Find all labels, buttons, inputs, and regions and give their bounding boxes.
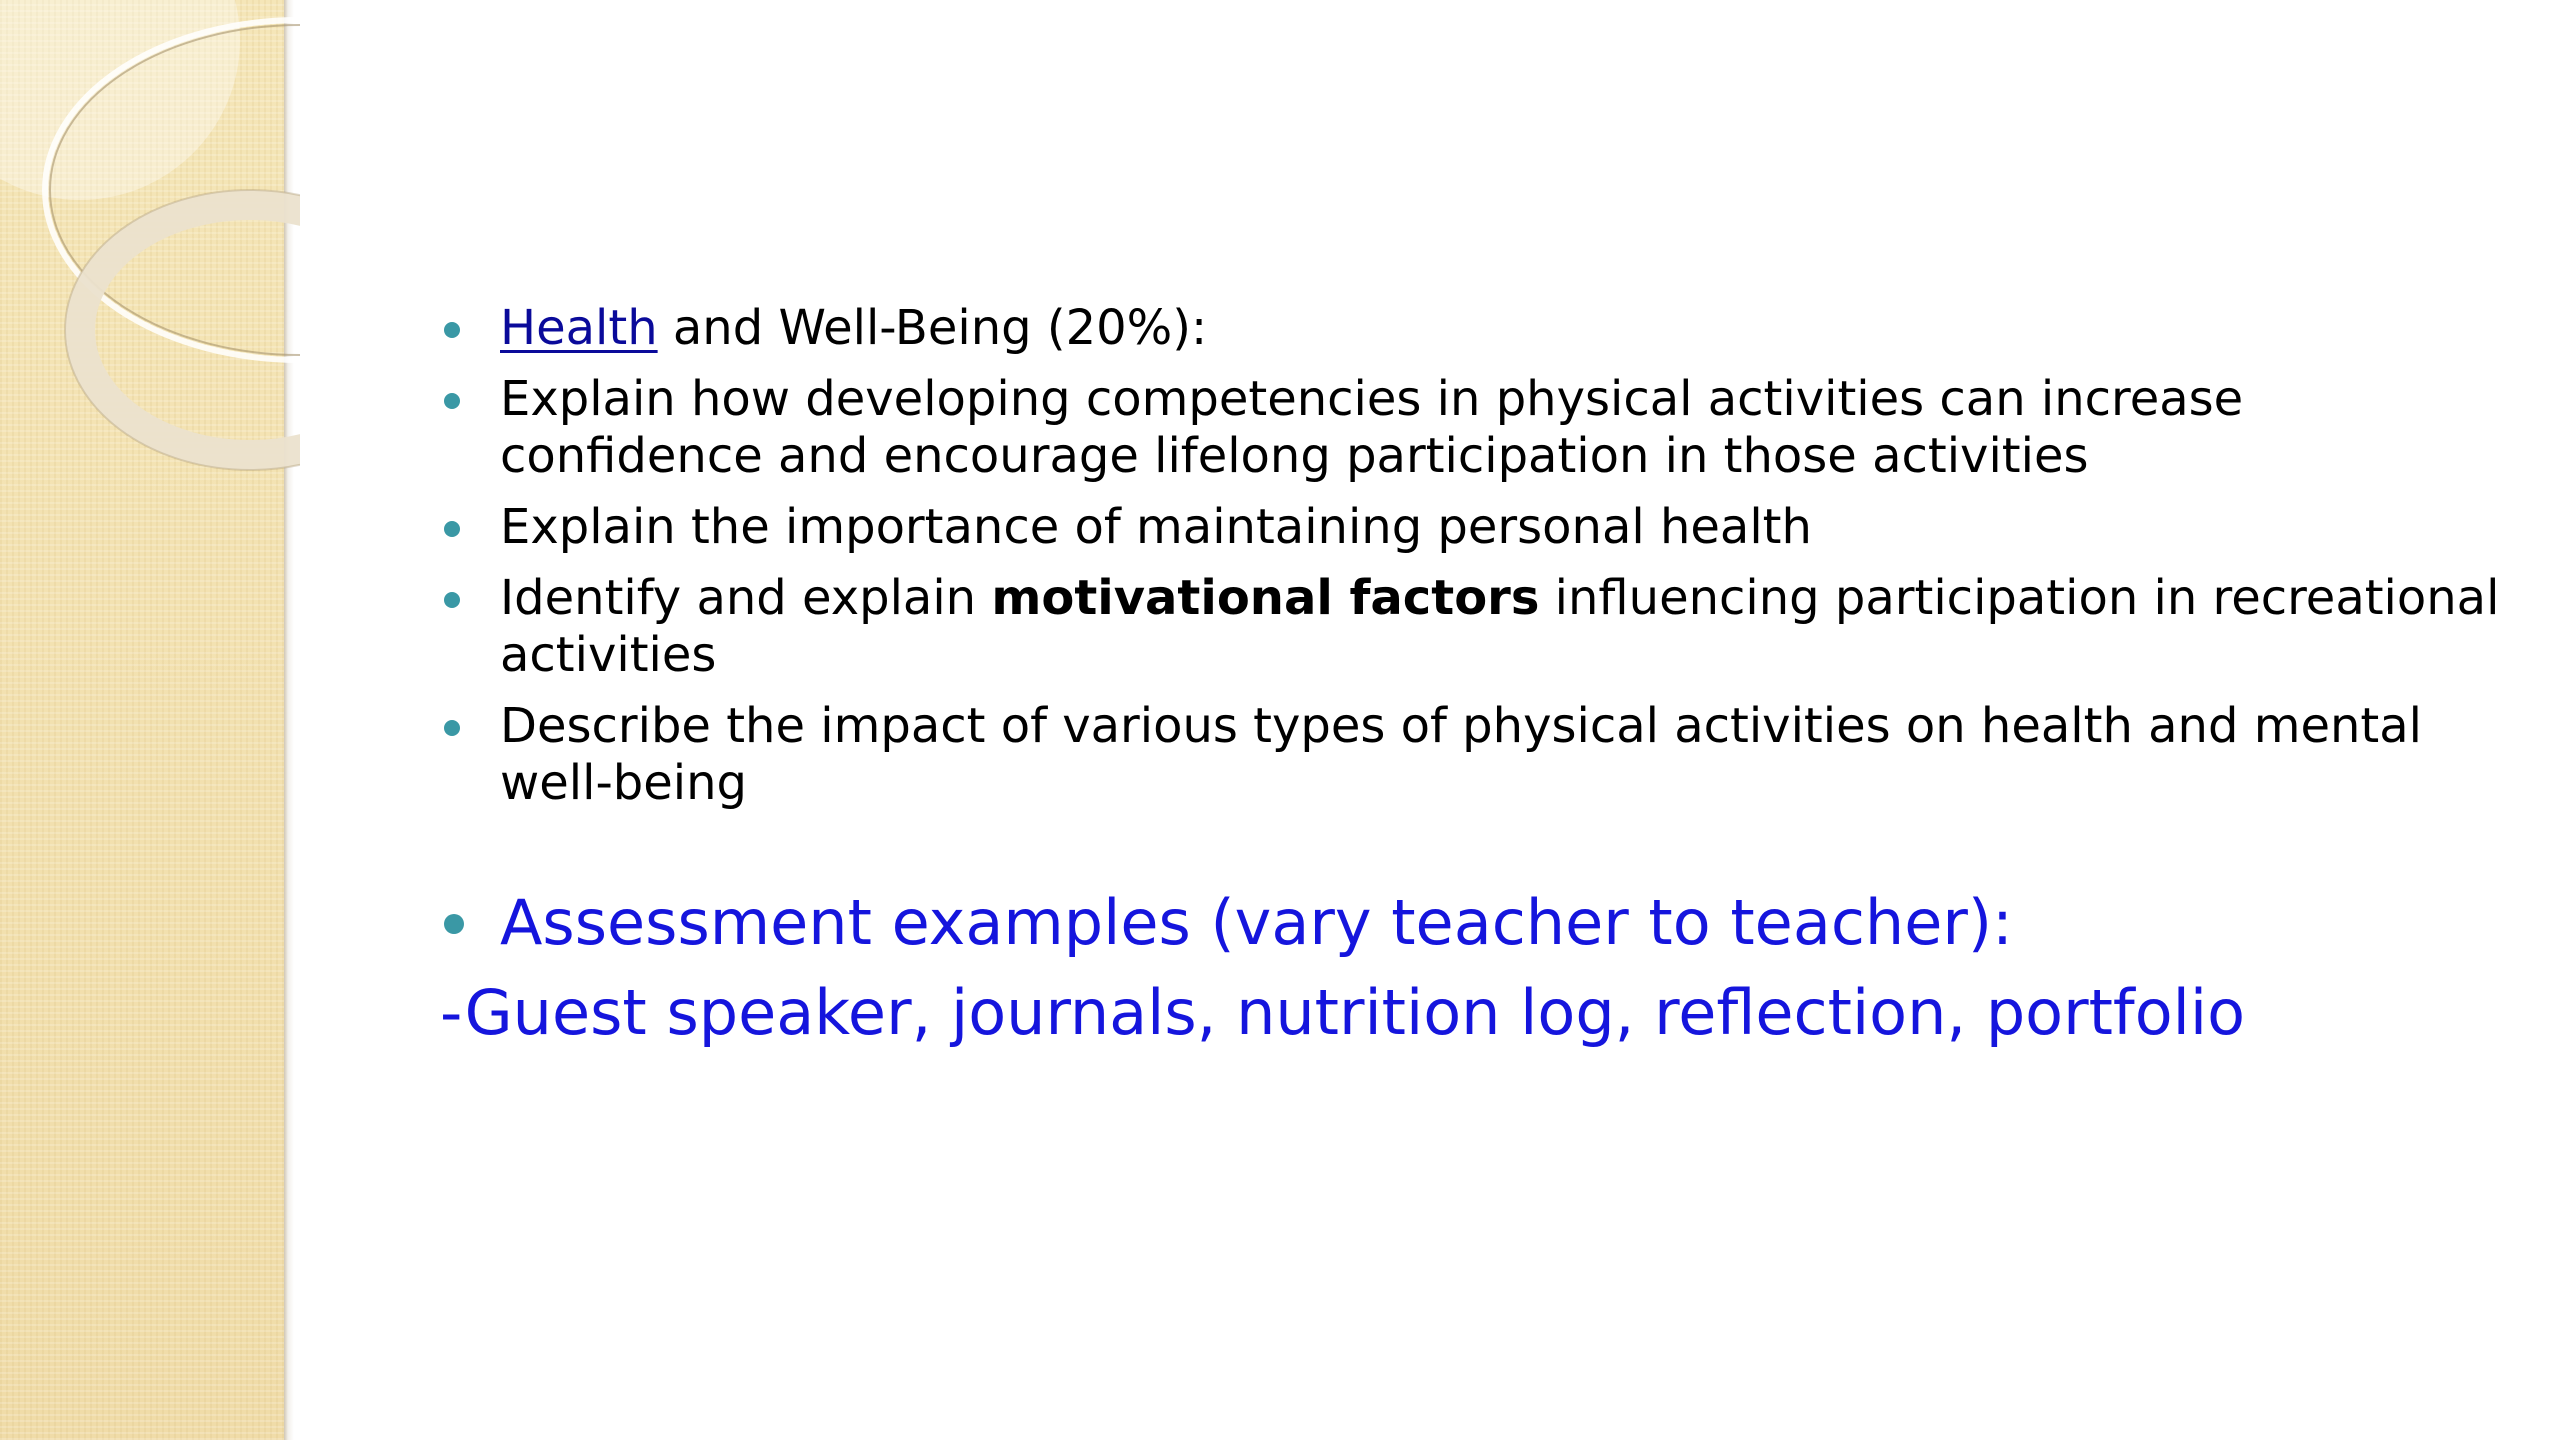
bullet-dot-icon	[444, 914, 464, 934]
list-item	[440, 499, 2500, 556]
bullet-dot-icon	[444, 322, 460, 338]
list-item-text-prefix: Identify and explain	[500, 570, 992, 626]
bullet-dot-icon	[444, 393, 460, 409]
assessment-examples-line: -Guest speaker, journals, nutrition log, reflection, portfolio	[440, 976, 2246, 1049]
bullet-dot-icon	[444, 521, 460, 537]
list-item-heading	[440, 300, 2500, 357]
bullet-dot-icon	[444, 720, 460, 736]
list-item-bold-text: motivational factors	[991, 570, 1540, 626]
slide-content	[440, 300, 2500, 1052]
list-item	[440, 371, 2500, 485]
assessment-label: Assessment examples (vary teacher to teacher):	[500, 886, 2013, 959]
list-item-text-suffix: influencing participation in recreational activities	[500, 570, 2500, 683]
list-item-text: Explain the importance of maintaining personal health	[500, 499, 1812, 555]
heading-text: and Well-Being (20%):	[657, 300, 1208, 356]
health-link[interactable]: Health	[500, 300, 658, 356]
decorative-rings-graphic	[0, 0, 300, 520]
list-item-text: Explain how developing competencies in physical activities can increase confidence and encourage lifelong participation in those activities	[500, 371, 2244, 484]
bullet-dot-icon	[444, 592, 460, 608]
list-item	[440, 698, 2500, 812]
list-item-text: Describe the impact of various types of physical activities on health and mental well-being	[500, 698, 2422, 811]
list-item	[440, 570, 2500, 684]
assessment-heading	[440, 884, 2500, 962]
objectives-list	[440, 300, 2500, 812]
